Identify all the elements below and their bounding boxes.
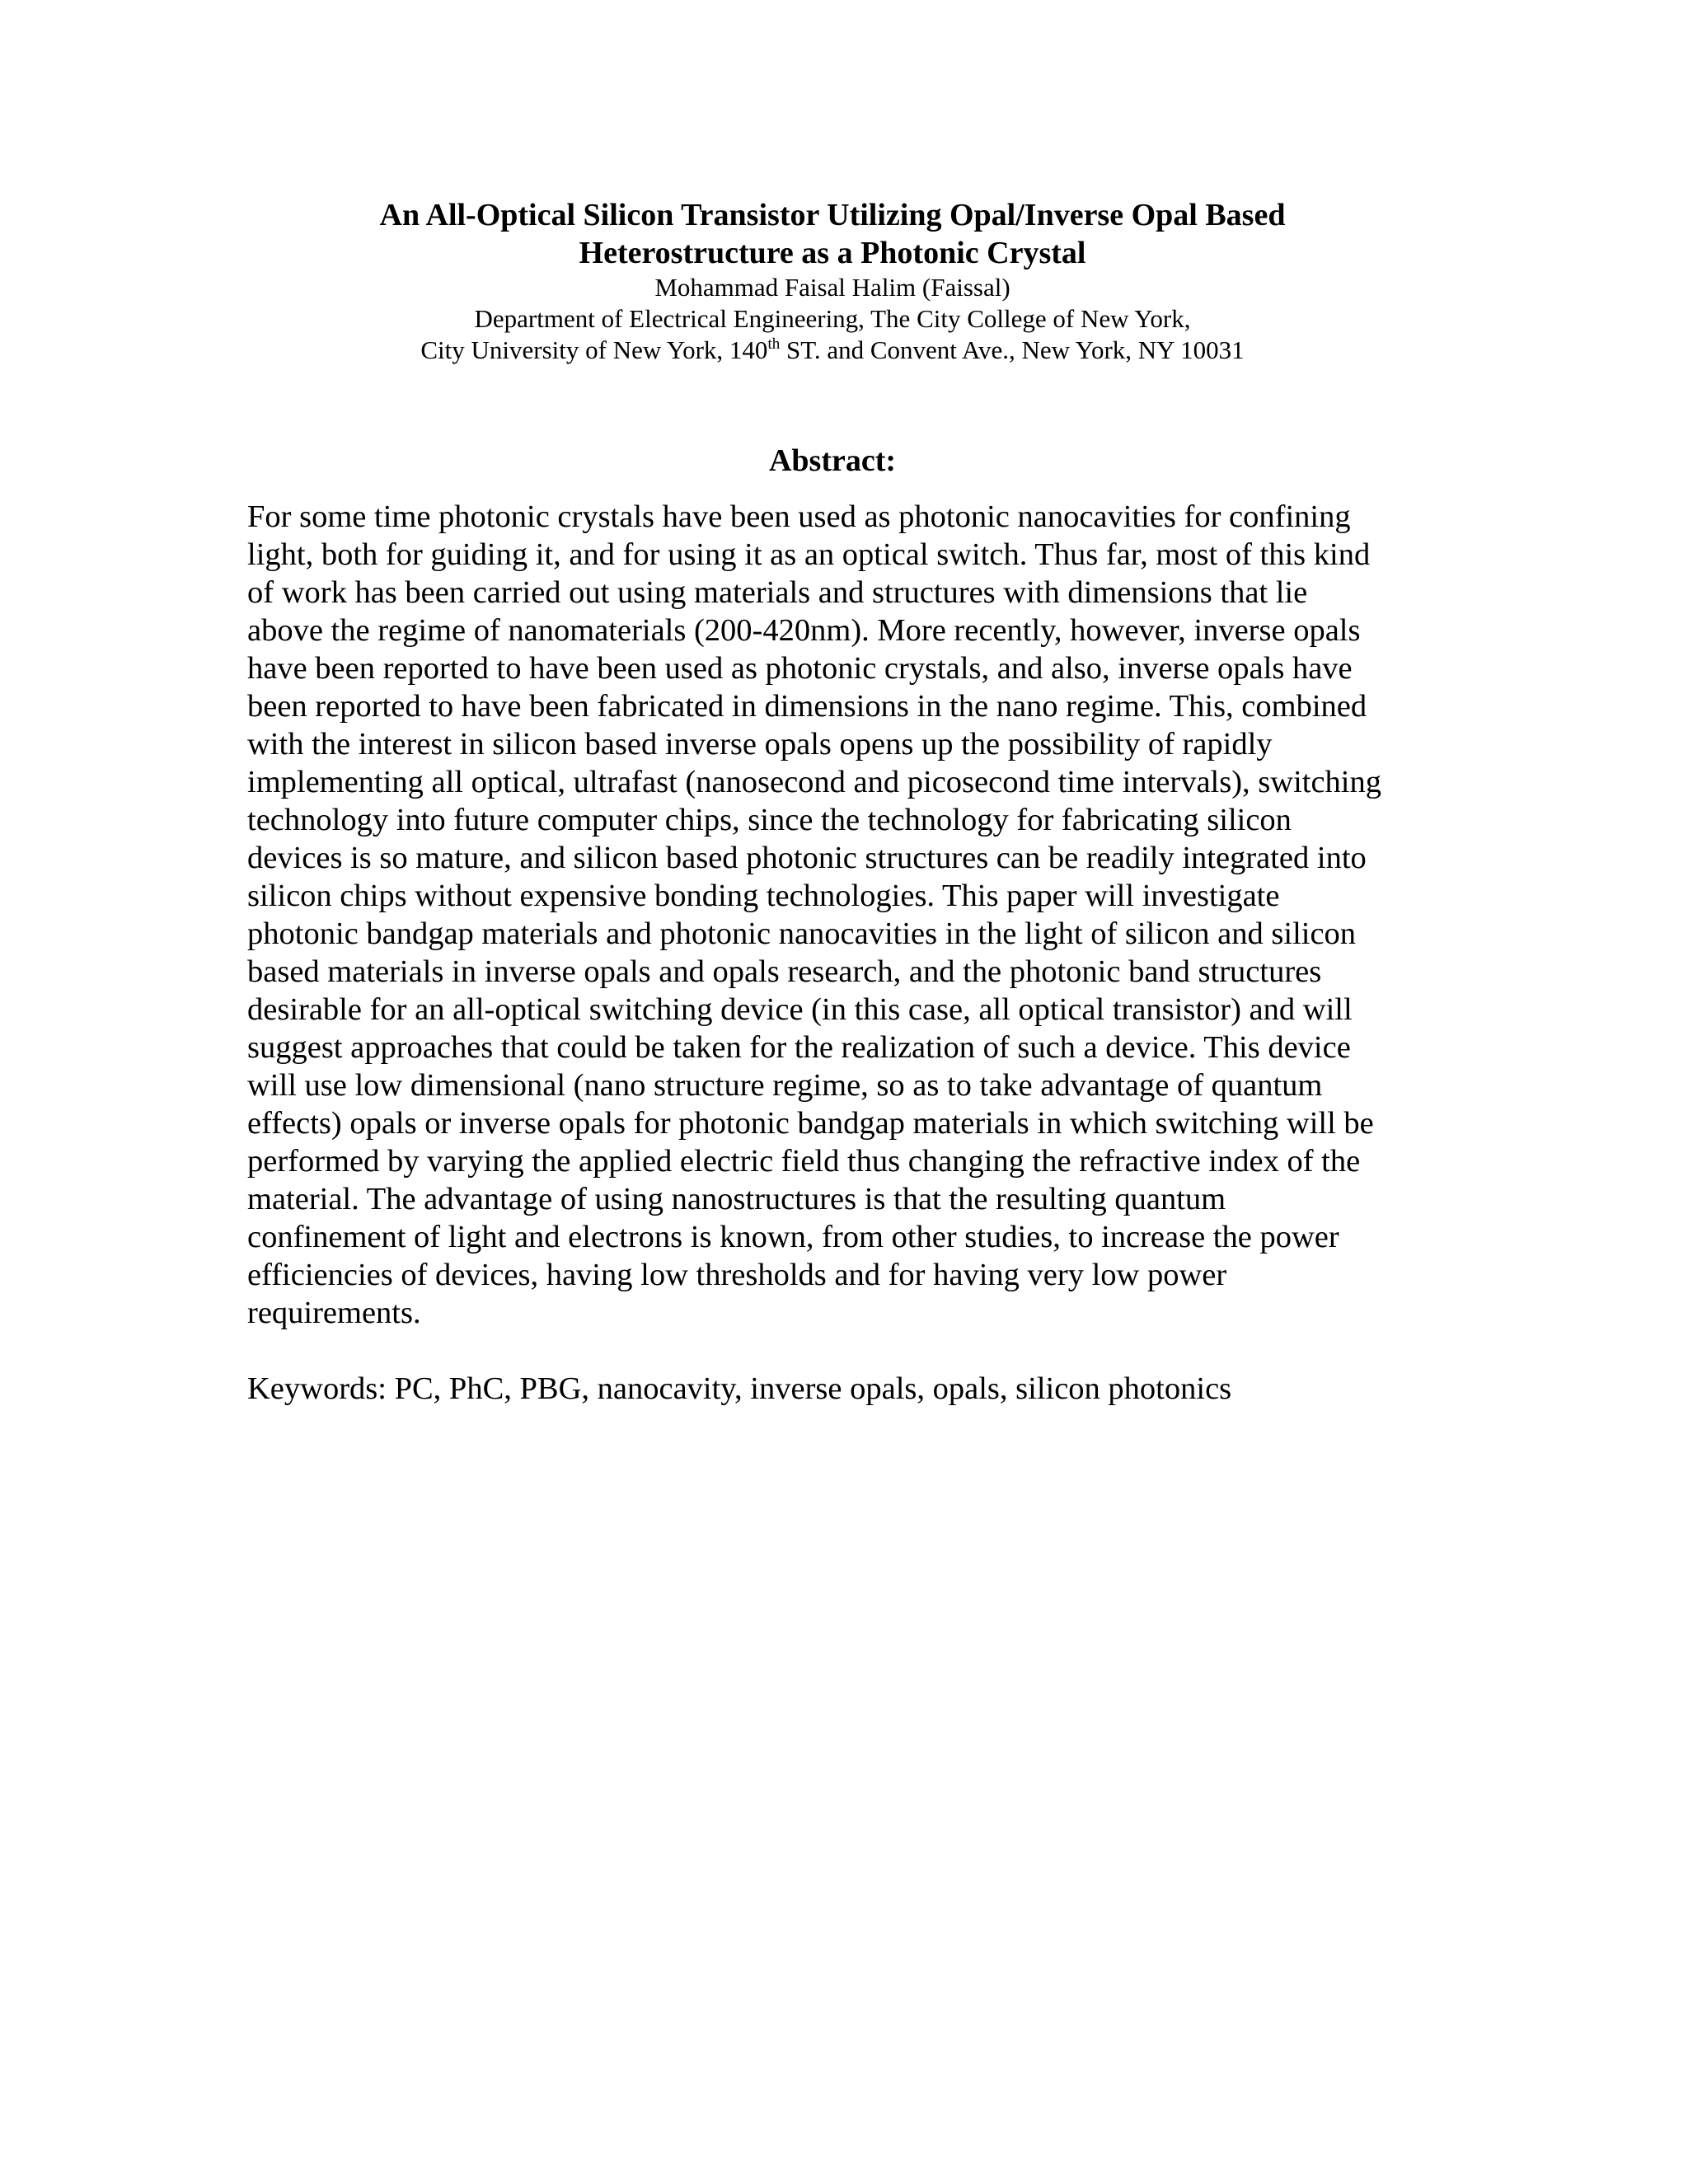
keywords-line: Keywords: PC, PhC, PBG, nanocavity, inverse opals, opals, silicon photonics [247, 1371, 1232, 1406]
abstract-line: above the regime of nanomaterials (200-420nm). More recently, however, inverse opals [247, 613, 1361, 648]
abstract-line: requirements. [247, 1296, 421, 1330]
abstract-line: devices is so mature, and silicon based photonic structures can be readily integrated into [247, 841, 1367, 875]
affiliation-address [247, 335, 1418, 366]
title-line: An All-Optical Silicon Transistor Utilizing Opal/Inverse Opal Based [379, 198, 1286, 232]
abstract-line: suggest approaches that could be taken for the realization of such a device. This device [247, 1030, 1351, 1065]
abstract-line: been reported to have been fabricated in dimensions in the nano regime. This, combined [247, 689, 1367, 724]
abstract-line: have been reported to have been used as photonic crystals, and also, inverse opals have [247, 651, 1353, 686]
paper-header [247, 196, 1418, 366]
abstract-line: performed by varying the applied electric field thus changing the refractive index of the [247, 1144, 1361, 1179]
abstract-line: silicon chips without expensive bonding technologies. This paper will investigate [247, 879, 1280, 913]
abstract-line: efficiencies of devices, having low thresholds and for having very low power [247, 1258, 1227, 1292]
ordinal-superscript: th [767, 335, 781, 353]
abstract-line: implementing all optical, ultrafast (nanosecond and picosecond time intervals), switching [247, 765, 1381, 799]
address-text: ST. and Convent Ave., New York, NY 10031 [780, 335, 1245, 364]
abstract-line: material. The advantage of using nanostructures is that the resulting quantum [247, 1182, 1226, 1216]
title-line: Heterostructure as a Photonic Crystal [579, 236, 1086, 270]
abstract-line: desirable for an all-optical switching device (in this case, all optical transistor) and will [247, 992, 1353, 1027]
abstract-line: confinement of light and electrons is known, from other studies, to increase the power [247, 1220, 1339, 1254]
abstract-line: technology into future computer chips, since the technology for fabricating silicon [247, 803, 1292, 837]
abstract-line: based materials in inverse opals and opals research, and the photonic band structures [247, 954, 1322, 989]
abstract-line: photonic bandgap materials and photonic nanocavities in the light of silicon and silicon [247, 916, 1357, 951]
abstract-line: effects) opals or inverse opals for photonic bandgap materials in which switching will be [247, 1106, 1374, 1141]
abstract-line: will use low dimensional (nano structure regime, so as to take advantage of quantum [247, 1068, 1323, 1103]
abstract-line: of work has been carried out using materials and structures with dimensions that lie [247, 575, 1308, 610]
abstract-line: light, both for guiding it, and for using it as an optical switch. Thus far, most of this kind [247, 537, 1371, 572]
paper-title [247, 196, 1418, 272]
abstract-body [247, 498, 1451, 1332]
affiliation-line: Department of Electrical Engineering, The City College of New York, [474, 304, 1191, 333]
abstract-line: with the interest in silicon based inverse opals opens up the possibility of rapidly [247, 727, 1273, 762]
abstract-heading: Abstract: [768, 443, 897, 478]
abstract-line: For some time photonic crystals have been used as photonic nanocavities for confining [247, 499, 1351, 534]
address-text: City University of New York, 140 [420, 335, 768, 364]
author-name: Mohammad Faisal Halim (Faissal) [654, 273, 1010, 302]
